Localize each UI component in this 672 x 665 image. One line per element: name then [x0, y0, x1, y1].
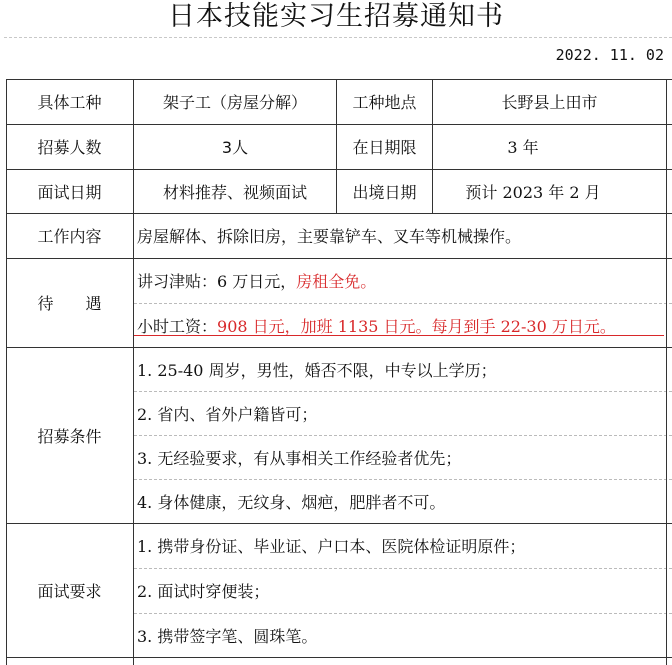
departure-label: 出境日期 — [352, 182, 417, 202]
interview-req-item: 3. 携带签字笔、圆珠笔。 — [137, 626, 318, 646]
term-value: 3 年 — [507, 138, 539, 157]
treatment-label: 待 遇 — [37, 294, 102, 313]
condition-item: 4. 身体健康，无纹身、烟疤，肥胖者不可。 — [137, 492, 446, 512]
hourly-wage-line — [134, 303, 665, 347]
location-value: 长野县上田市 — [501, 93, 598, 112]
allowance-line — [134, 258, 665, 303]
row-border — [6, 657, 672, 658]
wage-underline — [134, 335, 664, 336]
interview-date-label: 面试日期 — [37, 182, 102, 202]
condition-item: 3. 无经验要求，有从事相关工作经验者优先； — [137, 448, 462, 468]
interview-date-value: 材料推荐、视频面试 — [162, 182, 307, 202]
condition-item: 2. 省内、省外户籍皆可； — [137, 404, 318, 424]
headcount-value: 3人 — [221, 138, 249, 157]
rent-free-text: 房租全免。 — [296, 272, 377, 291]
job-type-label: 具体工种 — [37, 93, 102, 112]
job-type-value: 架子工（房屋分解） — [162, 93, 307, 112]
headcount-label: 招募人数 — [37, 138, 102, 157]
hourly-prefix: 小时工资： — [137, 316, 218, 336]
conditions-label: 招募条件 — [37, 426, 102, 446]
interview-req-label: 面试要求 — [37, 581, 102, 601]
work-content-value: 房屋解体、拆除旧房，主要靠铲车、叉车等机械操作。 — [137, 227, 522, 246]
work-content-label: 工作内容 — [37, 227, 102, 246]
document-title: 日本技能实习生招募通知书 — [168, 1, 504, 32]
location-label: 工种地点 — [352, 93, 417, 112]
issue-date: 2022. 11. 02 — [555, 46, 664, 64]
term-label: 在日期限 — [352, 138, 417, 157]
interview-req-item: 1. 携带身份证、毕业证、户口本、医院体检证明原件； — [137, 537, 526, 556]
condition-item: 1. 25-40 周岁，男性，婚否不限，中专以上学历； — [137, 360, 497, 380]
interview-req-item: 2. 面试时穿便装； — [137, 582, 270, 601]
departure-value: 预计 2023 年 2 月 — [465, 182, 601, 202]
allowance-text: 讲习津贴：6 万日元， — [137, 272, 297, 291]
hourly-wage-text: 908 日元，加班 1135 日元。每月到手 22-30 万日元。 — [217, 316, 616, 336]
column-border — [666, 79, 667, 665]
